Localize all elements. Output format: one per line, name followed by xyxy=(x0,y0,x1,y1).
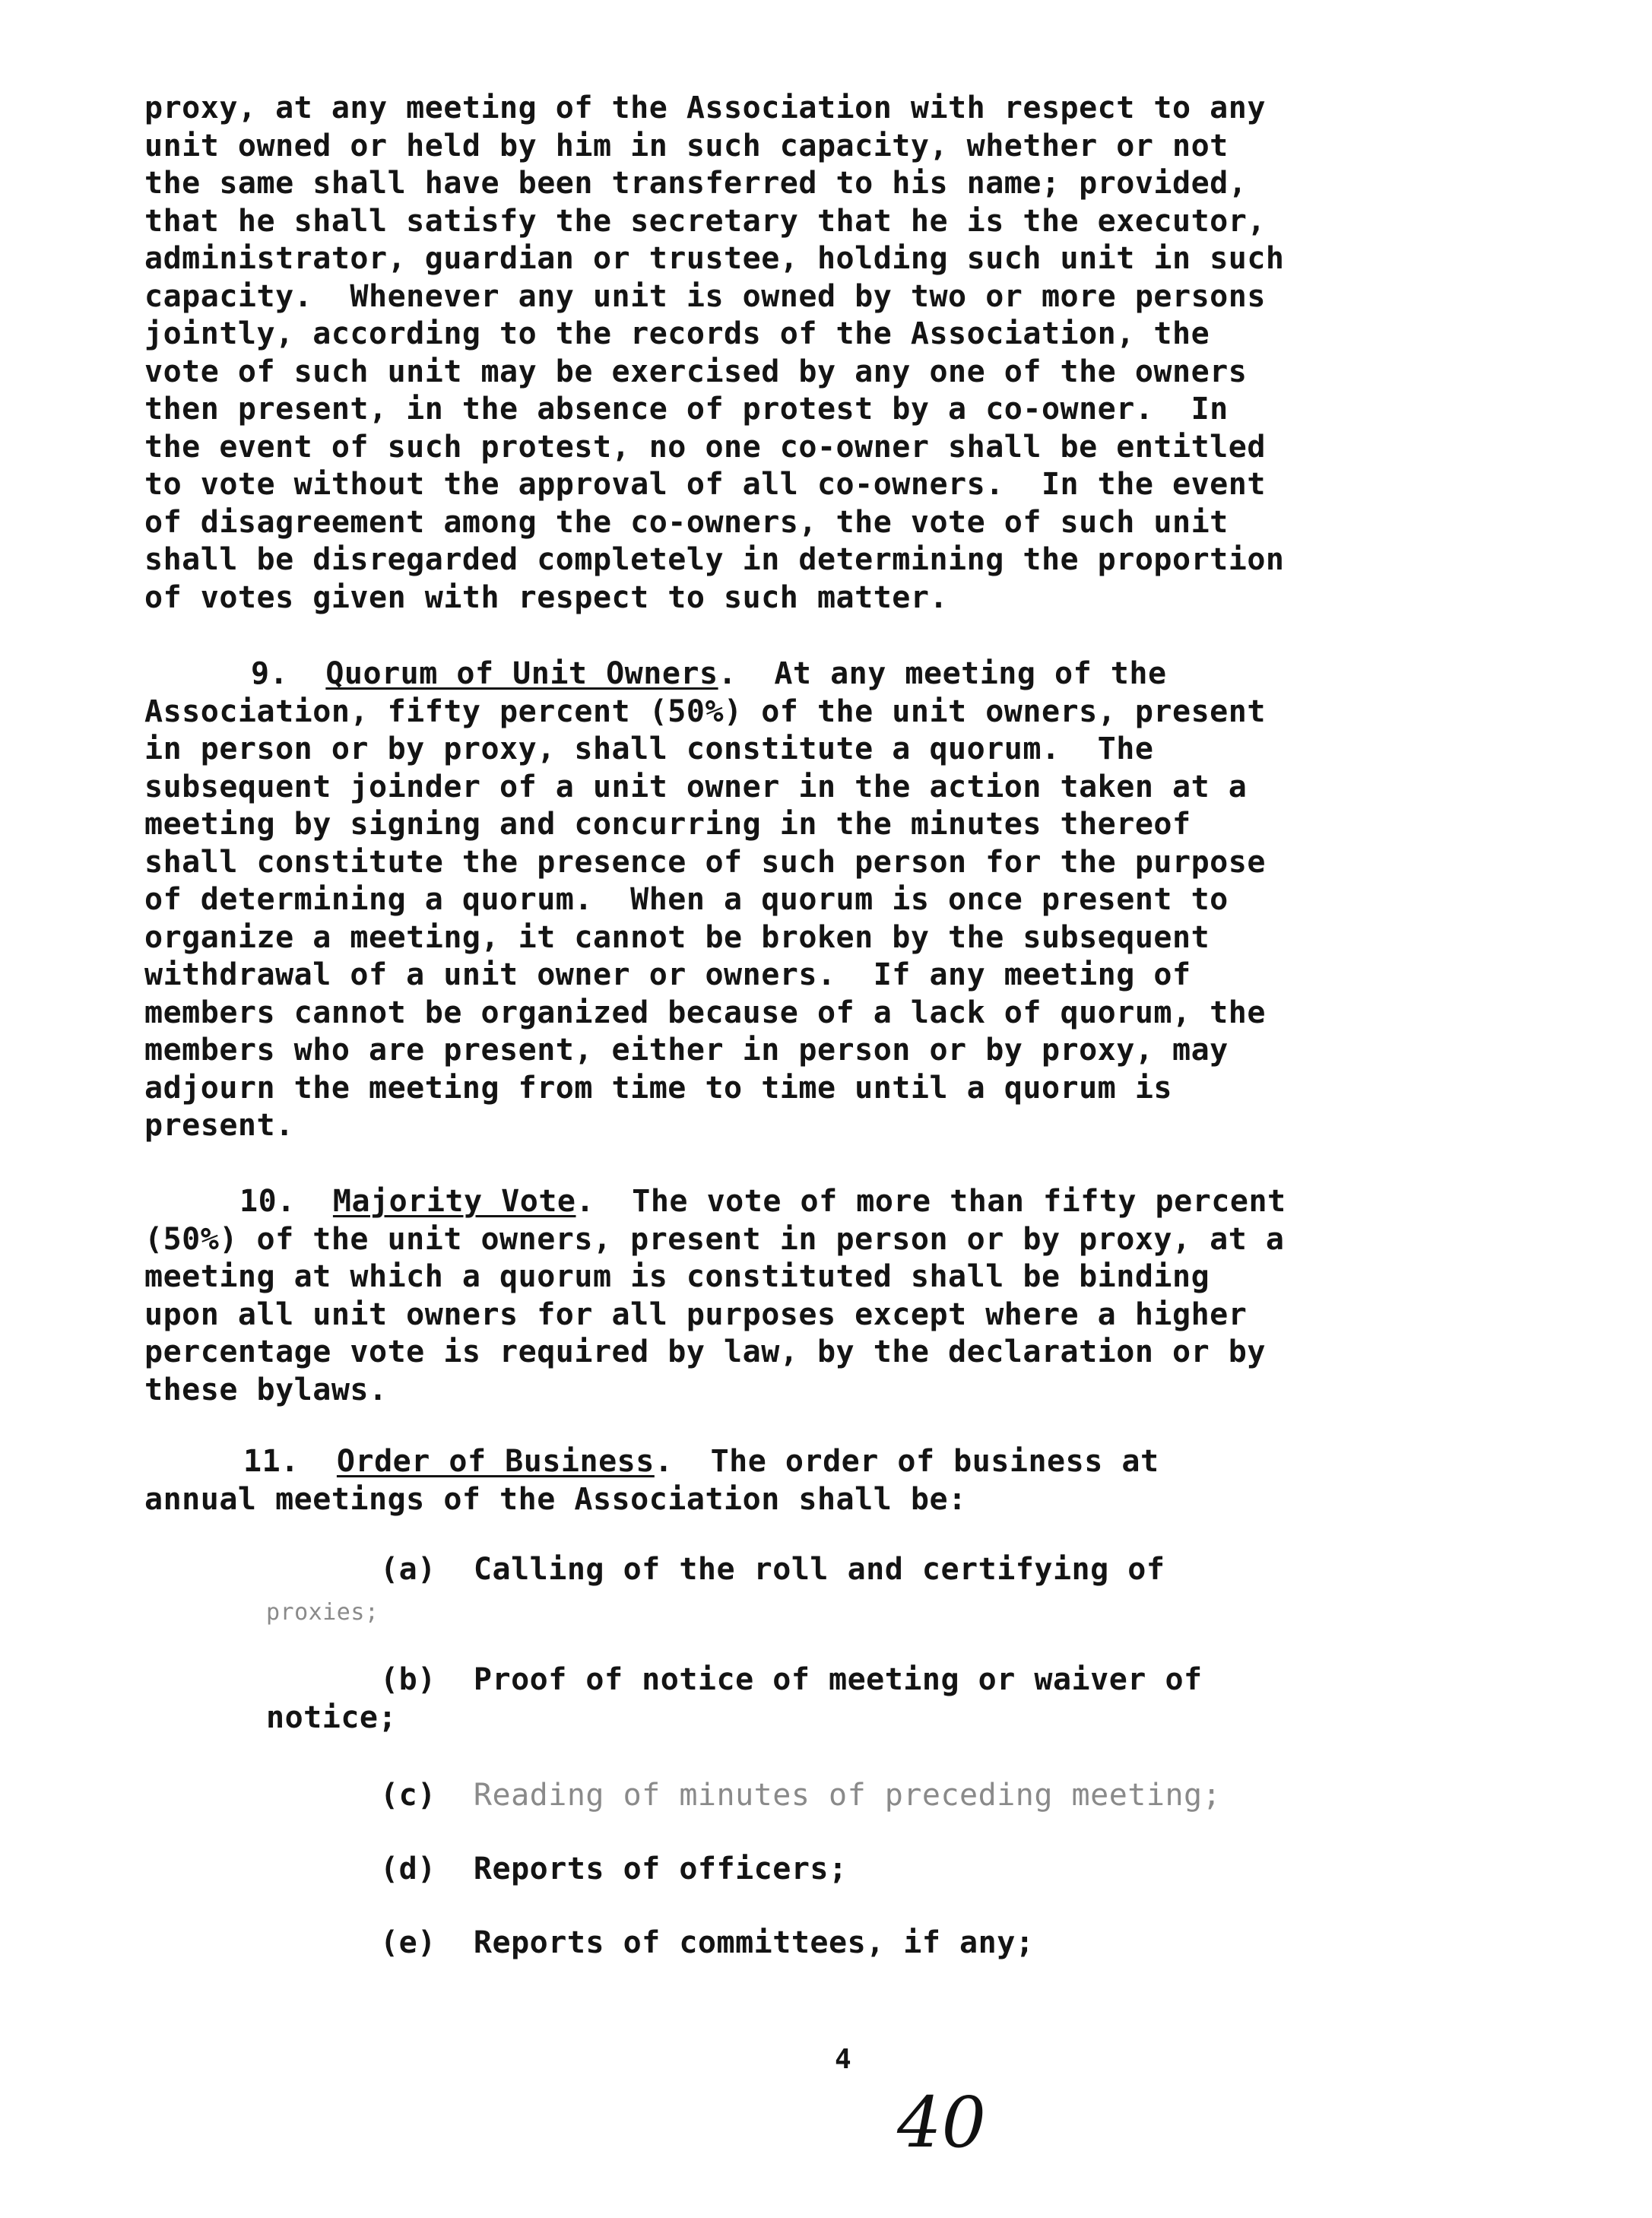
order-item-e xyxy=(380,1924,1034,1963)
text-line: these bylaws. xyxy=(144,1372,388,1407)
order-item-a xyxy=(380,1551,1165,1589)
item-label: (b) xyxy=(380,1662,436,1697)
section-heading: Majority Vote xyxy=(332,1184,576,1219)
section-number: 10. xyxy=(239,1184,296,1219)
text-line: upon all unit owners for all purposes except where a higher xyxy=(144,1296,1248,1332)
text-line: unit owned or held by him in such capacity, whether or not xyxy=(144,128,1229,163)
text-line: members who are present, either in person or by proxy, may xyxy=(144,1033,1229,1068)
order-item-c xyxy=(380,1777,1221,1815)
section-number: 9. xyxy=(251,656,289,691)
order-item-b xyxy=(380,1661,1203,1699)
text-line: of disagreement among the co-owners, the vote of such unit xyxy=(144,504,1229,540)
text-line: . The vote of more than fifty percent xyxy=(576,1184,1286,1219)
text-line: annual meetings of the Association shall be: xyxy=(144,1481,967,1517)
item-label: (c) xyxy=(380,1778,436,1813)
text-line: percentage vote is required by law, by the declaration or by xyxy=(144,1334,1266,1369)
text-line: meeting at which a quorum is constituted shall be binding xyxy=(144,1259,1210,1294)
text-line: (50%) of the unit owners, present in person or by proxy, at a xyxy=(144,1221,1285,1257)
text-line: Association, fifty percent (50%) of the unit owners, present xyxy=(144,693,1266,729)
handwritten-number-text: 40 xyxy=(897,2082,987,2159)
text-line: jointly, according to the records of the Association, the xyxy=(144,316,1210,351)
text-line: to vote without the approval of all co-owners. In the event xyxy=(144,467,1266,502)
text-line: of determining a quorum. When a quorum is once present to xyxy=(144,882,1229,917)
text-line: organize a meeting, it cannot be broken by the subsequent xyxy=(144,919,1210,955)
item-label: (d) xyxy=(380,1852,436,1886)
text-line: present. xyxy=(144,1108,294,1143)
text-line: adjourn the meeting from time to time until a quorum is xyxy=(144,1070,1173,1106)
text-line: capacity. Whenever any unit is owned by two or more persons xyxy=(144,278,1266,314)
page-number: 4 xyxy=(835,2044,851,2075)
item-text: Reports of officers; xyxy=(473,1852,848,1886)
text-line: in person or by proxy, shall constitute a quorum. The xyxy=(144,731,1154,766)
text-line: members cannot be organized because of a lack of quorum, the xyxy=(144,995,1266,1030)
section-9-quorum xyxy=(144,655,1558,1145)
item-label: (a) xyxy=(380,1552,436,1587)
text-line: of votes given with respect to such matter. xyxy=(144,579,949,615)
text-line: . At any meeting of the xyxy=(718,656,1167,691)
text-line: the event of such protest, no one co-owner shall be entitled xyxy=(144,429,1266,465)
text-line: the same shall have been transferred to his name; provided, xyxy=(144,166,1248,201)
text-line: then present, in the absence of protest by a co-owner. In xyxy=(144,392,1229,427)
text-line: that he shall satisfy the secretary that he is the executor, xyxy=(144,203,1266,239)
item-text: Proof of notice of meeting or waiver of xyxy=(473,1662,1203,1697)
section-10-majority-vote xyxy=(144,1183,1558,1409)
item-label: (e) xyxy=(380,1925,436,1960)
order-item-b-continuation xyxy=(266,1699,397,1737)
text-line: subsequent joinder of a unit owner in the action taken at a xyxy=(144,769,1248,804)
section-8-continuation xyxy=(144,90,1558,617)
order-item-a-continuation xyxy=(266,1594,379,1632)
item-text: Reading of minutes of preceding meeting; xyxy=(473,1778,1222,1813)
text-line: shall be disregarded completely in determining the proportion xyxy=(144,542,1285,577)
text-line: administrator, guardian or trustee, holding such unit in such xyxy=(144,241,1285,276)
text-line: shall constitute the presence of such person for the purpose xyxy=(144,844,1266,880)
section-heading: Quorum of Unit Owners xyxy=(325,656,718,691)
text-line: withdrawal of a unit owner or owners. If any meeting of xyxy=(144,957,1191,992)
item-text: notice; xyxy=(266,1700,398,1735)
item-text: Reports of committees, if any; xyxy=(473,1925,1035,1960)
order-item-d xyxy=(380,1851,848,1889)
section-heading: Order of Business xyxy=(336,1444,655,1479)
handwritten-page-number xyxy=(891,2080,990,2159)
text-line: vote of such unit may be exercised by any one of the owners xyxy=(144,354,1248,389)
section-11-order-of-business xyxy=(144,1443,1558,1518)
item-text: Calling of the roll and certifying of xyxy=(473,1552,1165,1587)
text-line: . The order of business at xyxy=(654,1444,1159,1479)
section-number: 11. xyxy=(243,1444,300,1479)
text-line: meeting by signing and concurring in the minutes thereof xyxy=(144,807,1191,842)
text-line: proxy, at any meeting of the Association with respect to any xyxy=(144,90,1266,125)
item-text: proxies; xyxy=(266,1599,379,1626)
